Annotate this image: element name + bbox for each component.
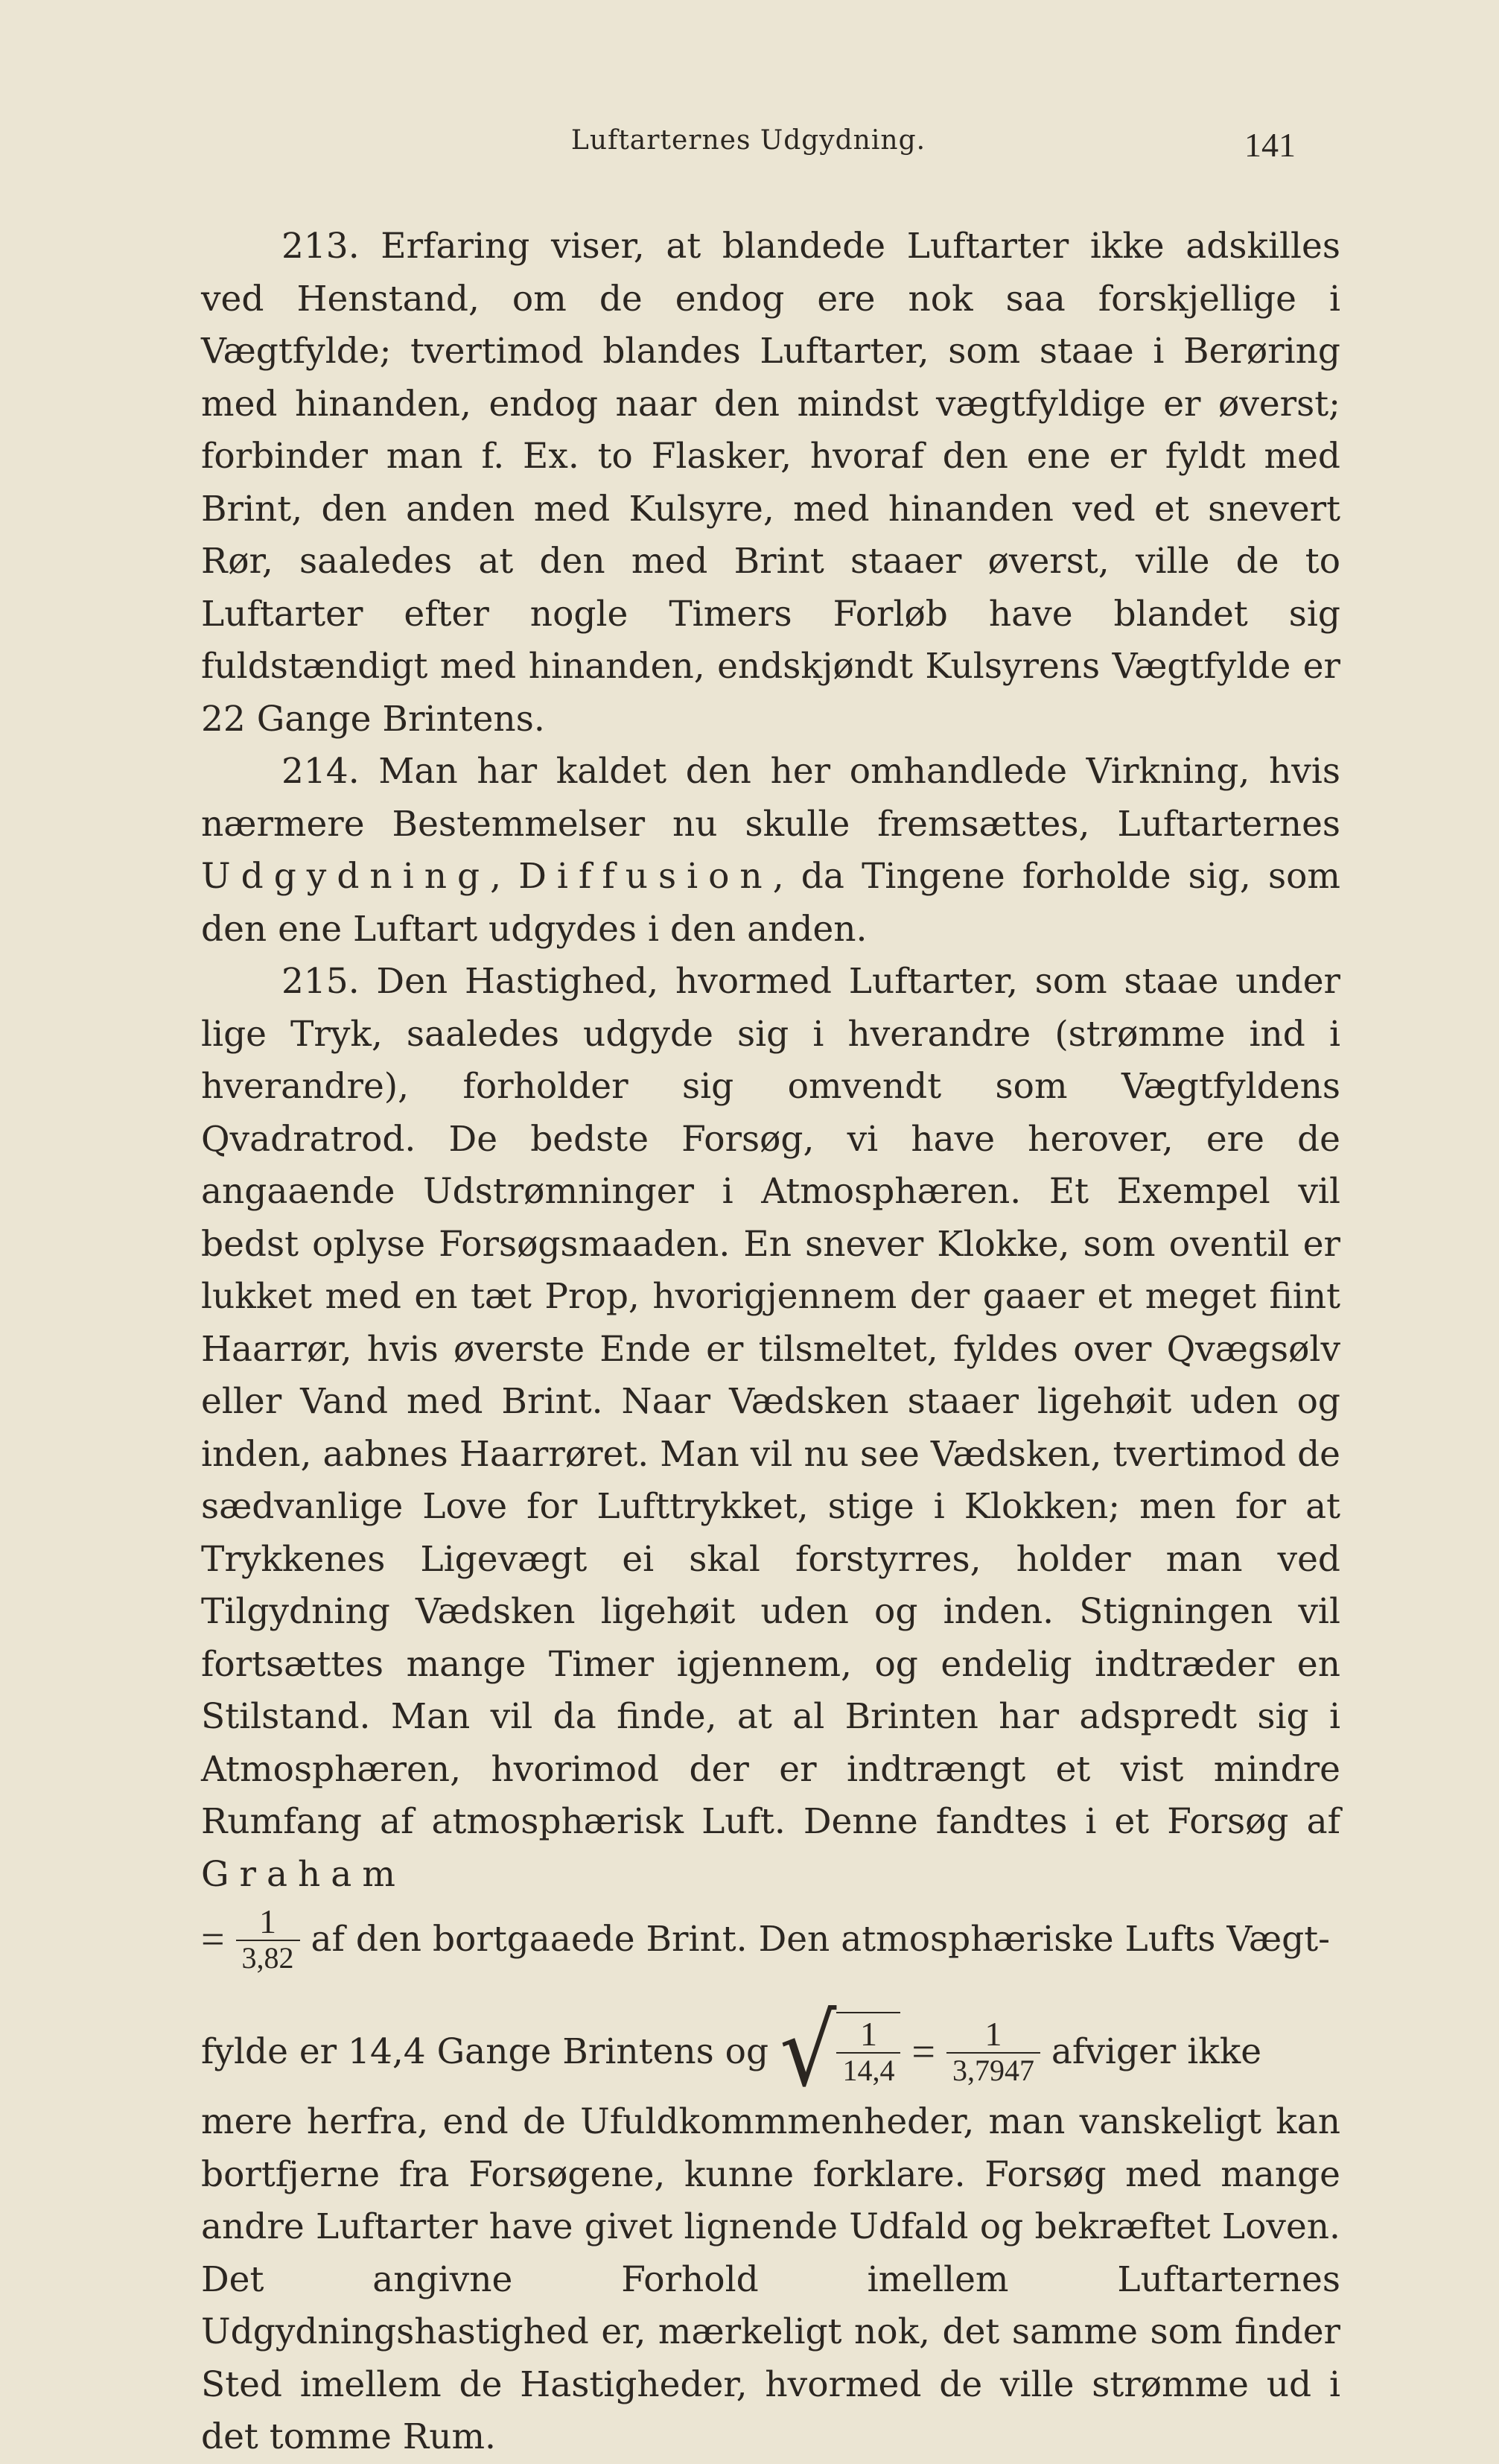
sqrt-denominator: 14,4 xyxy=(836,2052,900,2088)
fraction-denominator: 3,82 xyxy=(236,1940,300,1975)
formula-1-text: af den bortgaaede Brint. Den atmosphæriske Lufts Vægt- xyxy=(311,1918,1331,1960)
fraction-2-numerator: 1 xyxy=(984,2015,1002,2053)
paragraph-215 xyxy=(201,956,1340,1901)
equals-sign-2: = xyxy=(911,2028,935,2075)
fraction-numerator: 1 xyxy=(259,1902,277,1940)
formula-line-1 xyxy=(201,1904,1340,1984)
body-text xyxy=(201,220,1340,2464)
page-header xyxy=(201,125,1296,177)
paragraph-215-text: 215. Den Hastighed, hvormed Luftarter, som staae under lige Tryk, saaledes udgyde sig i hverandre (strømme ind i hverandre), forholder sig omvendt som Vægtfyldens Qvadratrod. De bedste Forsøg, vi have herover, ere de angaaende Udstrømninger i Atmosphæren. Et Exempel vil bedst oplyse Forsøgsmaaden. En snever Klokke, som oventil er lukket med en tæt Prop, hvorigjennem der gaaer et meget fiint Haarrør, hvis øverste Ende er tilsmeltet, fyldes over Qvægsølv eller Vand med Brint. Naar Vædsken staaer ligehøit uden og inden, aabnes Haarrøret. Man vil nu see Vædsken, tvertimod de sædvanlige Love for Lufttrykket, stige i Klokken; men for at Trykkenes Ligevægt ei skal forstyrres, holder man ved Tilgydning Vædsken ligehøit uden og inden. Stigningen vil fortsættes mange Timer igjennem, og endelig indtræder en Stilstand. Man vil da finde, at al Brinten har adspredt sig i Atmosphæren, hvorimod der er indtrængt et vist mindre Rumfang af atmosphærisk Luft. Denne fandtes i et Forsøg af xyxy=(201,961,1340,1842)
running-title: Luftarternes Udgydning. xyxy=(570,125,926,156)
paragraph-214-text-b: , xyxy=(490,856,519,897)
paragraph-213: 213. Erfaring viser, at blandede Luftarter ikke adskilles ved Henstand, om de endog ere nok saa forskjellige i Vægtfylde; tvertimod blandes Luftarter, som staae i Berøring med hinanden, endog naar den mindst vægtfyldige er øverst; forbinder man f. Ex. to Flasker, hvoraf den ene er fyldt med Brint, den anden med Kulsyre, med hinanden ved et snevert Rør, saaledes at den med Brint staaer øverst, ville de to Luftarter efter nogle Timers Forløb have blandet sig fuldstændigt med hinanden, endskjøndt Kulsyrens Vægtfylde er 22 Gange Brintens. xyxy=(201,226,1340,740)
paragraph-214-text-a: 214. Man har kaldet den her omhandlede Virkning, hvis nærmere Bestemmelser nu skulle fremsættes, Luftarternes xyxy=(201,751,1340,845)
formula-2-content xyxy=(201,1995,1262,2109)
equals-sign: = xyxy=(201,1916,225,1963)
fraction-1-over-3-7947 xyxy=(946,2016,1040,2088)
name-graham: Graham xyxy=(201,1853,406,1895)
term-diffusion: Diffusion xyxy=(518,856,773,897)
sqrt-fraction xyxy=(836,2012,900,2088)
formula-2-post-text: afviger ikke xyxy=(1051,2030,1262,2072)
sqrt-numerator: 1 xyxy=(859,2015,877,2053)
fraction-1-over-3-82 xyxy=(236,1904,300,1975)
fraction-2-denominator: 3,7947 xyxy=(946,2052,1040,2088)
paragraph-214 xyxy=(201,746,1340,956)
square-root xyxy=(779,1995,900,2109)
formula-line-2 xyxy=(201,1984,1340,2109)
formula-2-pre-text: fylde er 14,4 Gange Brintens og xyxy=(201,2030,769,2072)
paragraph-214-text-c: , da Tingene forholde sig, som den ene Luftart udgydes i den anden. xyxy=(201,856,1340,950)
paragraph-215-continuation: mere herfra, end de Ufuldkommmenheder, man vanskeligt kan bortfjerne fra Forsøgene, kunne forklare. Forsøg med mange andre Luftarter have givet lignende Udfald og bekræftet Loven. Det angivne Forhold imellem Luftarternes Udgydningshastighed er, mærkeligt nok, det samme som finder Sted imellem de Hastigheder, hvormed de ville strømme ud i det tomme Rum. xyxy=(201,2101,1340,2457)
term-udgydning: Udgydning xyxy=(201,856,491,897)
radical-sign-icon: √ xyxy=(779,1995,837,2109)
page-number: 141 xyxy=(1244,126,1296,164)
